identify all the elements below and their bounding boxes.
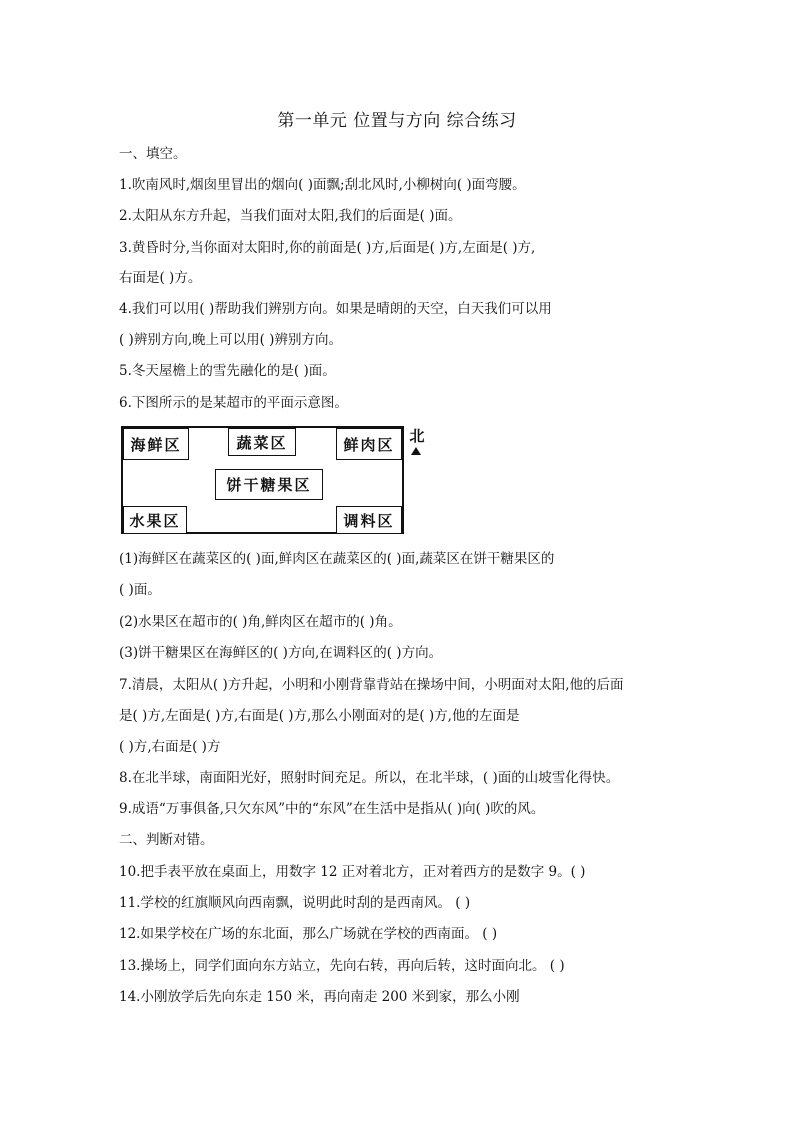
question-1: 1.吹南风时,烟囱里冒出的烟向( )面飘;刮北风时,小柳树向( )面弯腰。 xyxy=(119,177,526,193)
north-label: 北 xyxy=(409,427,425,445)
zone-vegetable: 蔬菜区 xyxy=(228,428,296,456)
zone-snack: 饼干糖果区 xyxy=(215,469,323,500)
question-6-2: (2)水果区在超市的( )角,鲜肉区在超市的( )角。 xyxy=(119,614,402,630)
supermarket-plan-map xyxy=(121,426,404,534)
question-3-line-2: 右面是( )方。 xyxy=(119,270,202,286)
zone-seasoning: 调料区 xyxy=(336,506,402,534)
question-14: 14.小刚放学后先向东走 150 米，再向南走 200 米到家，那么小刚 xyxy=(119,989,520,1005)
question-5: 5.冬天屋檐上的雪先融化的是( )面。 xyxy=(119,363,336,379)
question-6-3: (3)饼干糖果区在海鲜区的( )方向,在调料区的( )方向。 xyxy=(119,645,443,661)
section-heading-true-false: 二、判断对错。 xyxy=(119,832,214,848)
section-heading-fill-blank: 一、填空。 xyxy=(119,146,187,162)
question-9: 9.成语“万事俱备,只欠东风”中的“东风”在生活中是指从( )向( )吹的风。 xyxy=(119,801,545,817)
question-6-1-line-2: ( )面。 xyxy=(119,582,161,598)
question-10: 10.把手表平放在桌面上，用数字 12 正对着北方，正对着西方的是数字 9。( ) xyxy=(119,864,586,880)
question-6: 6.下图所示的是某超市的平面示意图。 xyxy=(119,395,348,411)
zone-fruit: 水果区 xyxy=(123,506,187,534)
question-6-1-line-1: (1)海鲜区在蔬菜区的( )面,鲜肉区在蔬菜区的( )面,蔬菜区在饼干糖果区的 xyxy=(119,551,555,567)
question-12: 12.如果学校在广场的东北面，那么广场就在学校的西南面。 ( ) xyxy=(119,926,498,942)
question-13: 13.操场上，同学们面向东方站立，先向右转，再向后转，这时面向北。 ( ) xyxy=(119,958,565,974)
question-7-line-3: ( )方,右面是( )方 xyxy=(119,739,221,755)
zone-seafood: 海鲜区 xyxy=(123,428,189,460)
north-arrow-icon xyxy=(411,447,421,455)
question-11: 11.学校的红旗顺风向西南飘，说明此时刮的是西南风。 ( ) xyxy=(119,895,471,911)
question-2: 2.太阳从东方升起，当我们面对太阳,我们的后面是( )面。 xyxy=(119,208,462,224)
question-7-line-2: 是( )方,左面是( )方,右面是( )方,那么小刚面对的是( )方,他的左面是 xyxy=(119,708,520,724)
question-7-line-1: 7.清晨，太阳从( )方升起，小明和小刚背靠背站在操场中间，小明面对太阳,他的后面 xyxy=(119,677,624,693)
question-4-line-2: ( )辨别方向,晚上可以用( )辨别方向。 xyxy=(119,332,342,348)
question-3-line-1: 3.黄昏时分,当你面对太阳时,你的前面是( )方,后面是( )方,左面是( )方, xyxy=(119,240,536,256)
page-title: 第一单元 位置与方向 综合练习 xyxy=(277,111,517,131)
question-4-line-1: 4.我们可以用( )帮助我们辨别方向。如果是晴朗的天空，白天我们可以用 xyxy=(119,301,552,317)
zone-meat: 鲜肉区 xyxy=(336,428,402,460)
question-8: 8.在北半球，南面阳光好，照射时间充足。所以，在北半球，( )面的山坡雪化得快。 xyxy=(119,770,620,786)
